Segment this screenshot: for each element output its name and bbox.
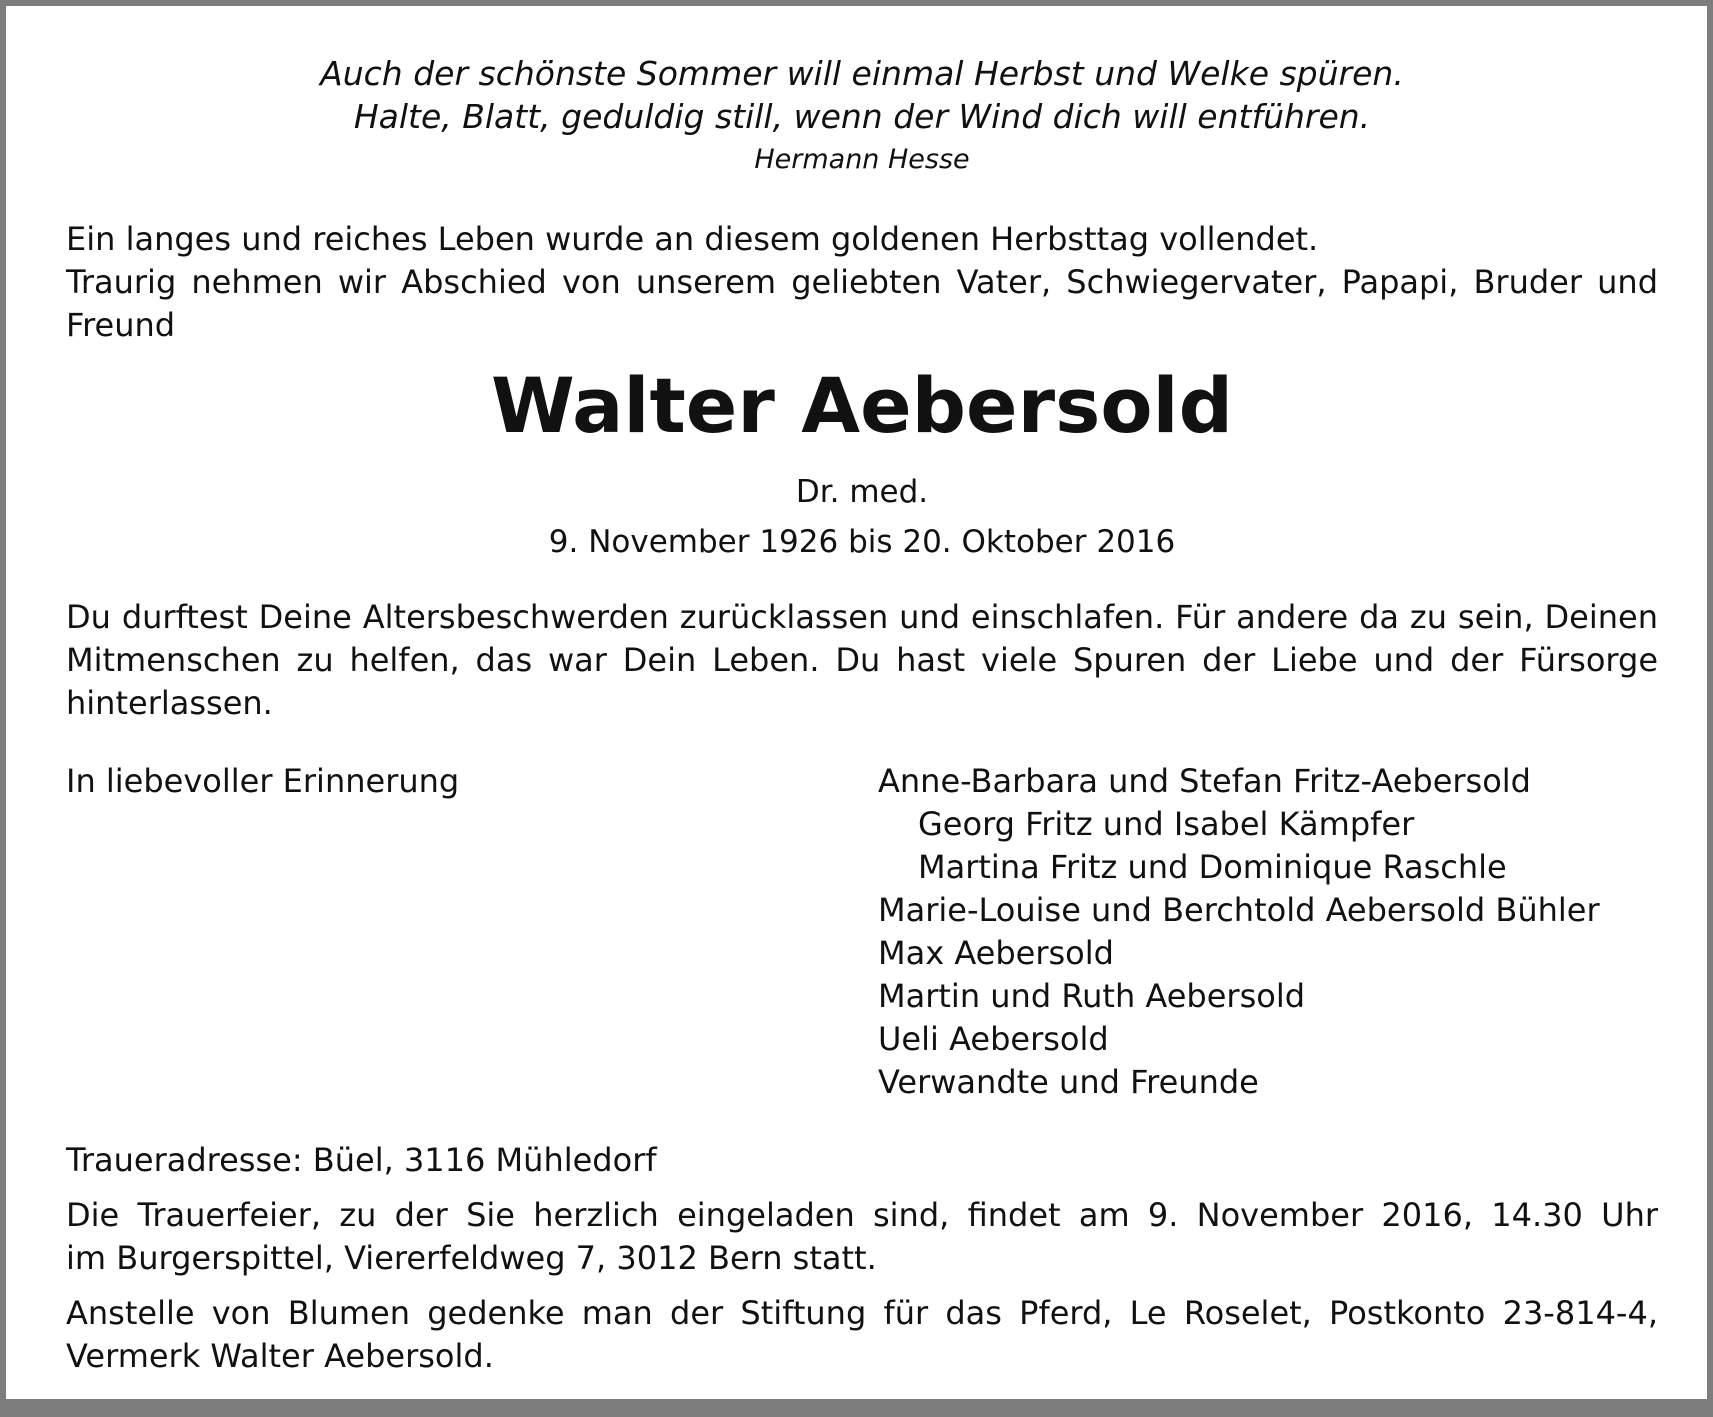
deceased-dates: 9. November 1926 bis 20. Oktober 2016 xyxy=(548,524,1176,560)
message-line-1: Du durftest Deine Altersbeschwerden zurücklassen und einschlafen. Für andere da zu sein, Deinen xyxy=(66,598,1658,636)
intro-paragraph xyxy=(66,218,1658,347)
message-paragraph xyxy=(66,596,1658,725)
message-line-3: hinterlassen. xyxy=(66,684,273,722)
donation-line-2: Vermerk Walter Aebersold. xyxy=(66,1337,494,1375)
message-line-2: Mitmenschen zu helfen, das war Dein Leben. Du hast viele Spuren der Liebe und der Fürsorge xyxy=(66,641,1658,679)
poem-line-1: Auch der schönste Sommer will einmal Herbst und Welke spüren. xyxy=(320,54,1404,93)
mourner-entry: Martina Fritz und Dominique Raschle xyxy=(918,848,1507,886)
intro-line-2: Traurig nehmen wir Abschied von unserem geliebten Vater, Schwiegervater, Papapi, Bruder und xyxy=(66,263,1658,301)
poem-line-2: Halte, Blatt, geduldig still, wenn der Wind dich will entführen. xyxy=(353,97,1371,136)
intro-line-3: Freund xyxy=(66,306,176,344)
mourner-entry: Ueli Aebersold xyxy=(878,1020,1109,1058)
deceased-title: Dr. med. xyxy=(795,474,929,510)
poem-quote xyxy=(66,52,1658,182)
mourner-entry: Anne-Barbara und Stefan Fritz-Aebersold xyxy=(878,762,1531,800)
mourner-entry: Marie-Louise und Berchtold Aebersold Bühler xyxy=(878,891,1600,929)
mourner-entry: Georg Fritz und Isabel Kämpfer xyxy=(918,805,1415,843)
mourner-entry: Verwandte und Freunde xyxy=(878,1063,1259,1101)
ceremony-line-2: im Burgerspittel, Viererfeldweg 7, 3012 Bern statt. xyxy=(66,1239,877,1277)
mourners-list xyxy=(878,760,1600,1104)
deceased-name: Walter Aebersold xyxy=(491,361,1233,450)
mourner-entry: Max Aebersold xyxy=(878,934,1114,972)
donation-line-1: Anstelle von Blumen gedenke man der Stiftung für das Pferd, Le Roselet, Postkonto 23-814-4, xyxy=(66,1294,1658,1332)
ceremony-paragraph xyxy=(66,1194,1658,1280)
mourner-entry: Martin und Ruth Aebersold xyxy=(878,977,1306,1015)
mourning-address: Traueradresse: Büel, 3116 Mühledorf xyxy=(66,1141,657,1179)
mourners-heading: In liebevoller Erinnerung xyxy=(66,762,460,800)
poem-author: Hermann Hesse xyxy=(754,144,970,175)
ceremony-line-1: Die Trauerfeier, zu der Sie herzlich eingeladen sind, findet am 9. November 2016, 14.30 Uhr xyxy=(66,1196,1658,1234)
donation-paragraph xyxy=(66,1292,1658,1378)
intro-line-1: Ein langes und reiches Leben wurde an diesem goldenen Herbsttag vollendet. xyxy=(66,220,1319,258)
